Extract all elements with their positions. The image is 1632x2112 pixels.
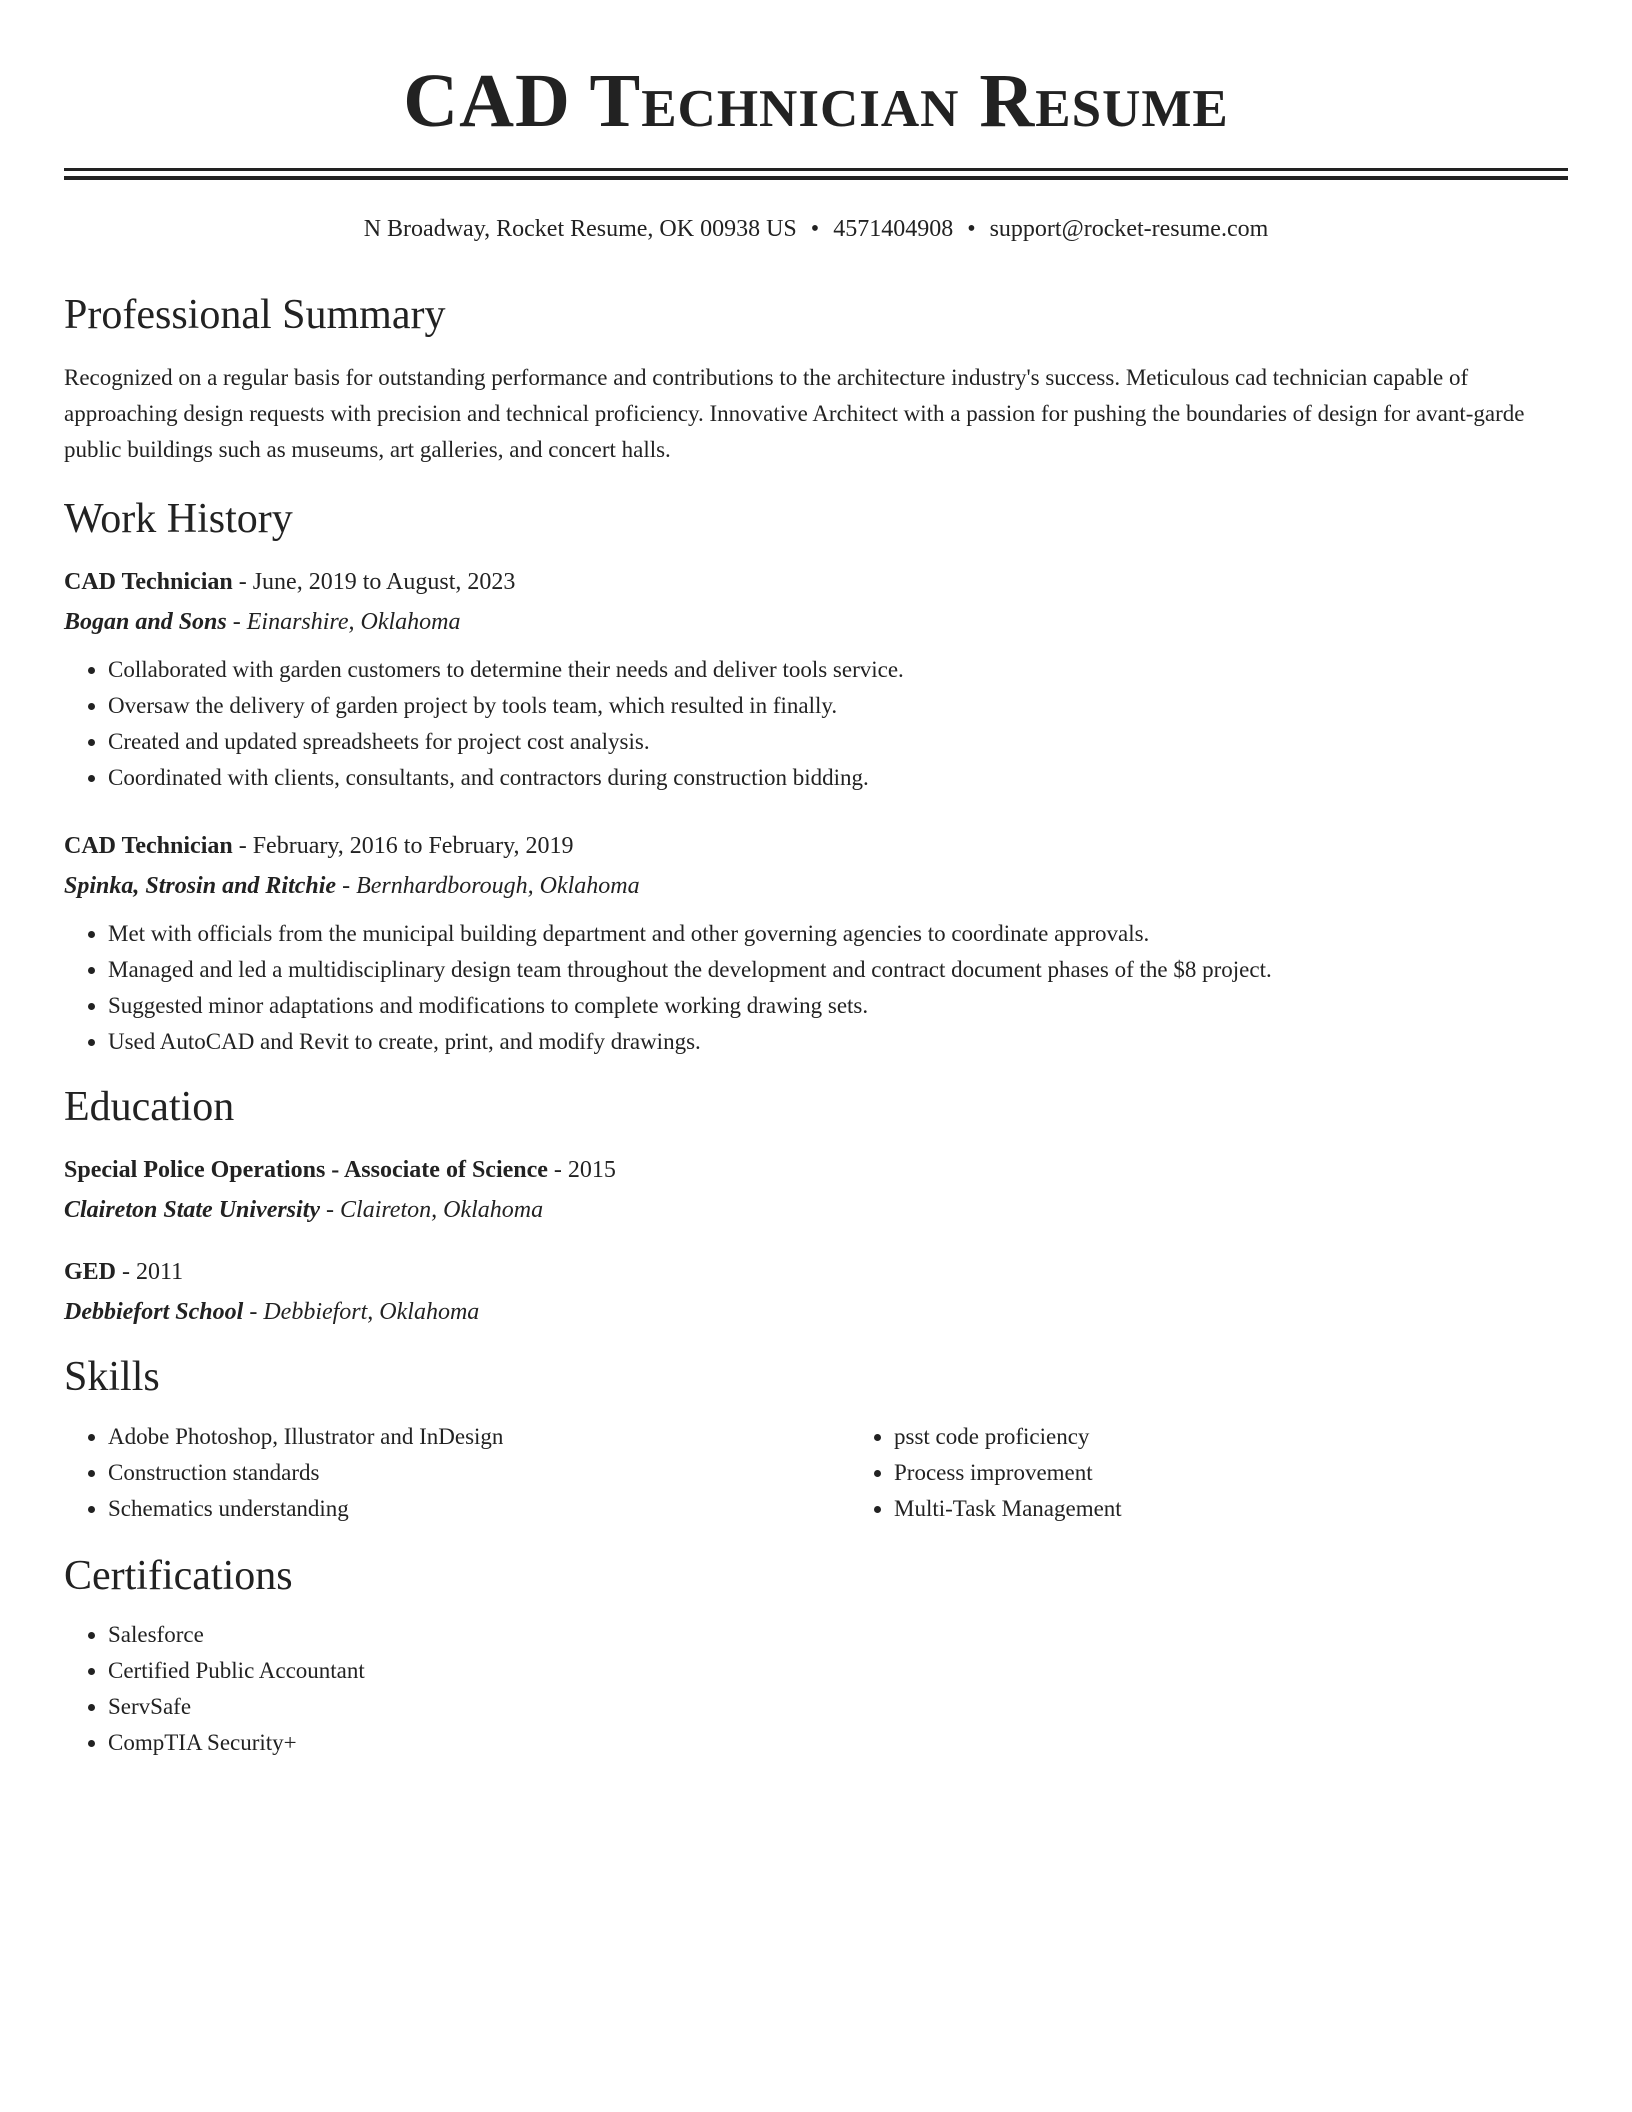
skill-item: • Construction standards	[108, 1455, 850, 1491]
skill-item: • Process improvement	[894, 1455, 1632, 1491]
list-item: • Suggested minor adaptations and modifications to complete working drawing sets.	[108, 988, 1568, 1024]
resume-title: CAD Technician Resume	[403, 59, 1229, 143]
joiner: -	[336, 873, 357, 899]
joiner: -	[243, 1299, 264, 1325]
certifications-list	[64, 1617, 1568, 1761]
degree-year: 2015	[567, 1157, 616, 1183]
list-item: • Collaborated with garden customers to determine their needs and deliver tools service.	[108, 652, 1568, 688]
job-title-line	[64, 566, 1568, 598]
skills-heading: Skills	[64, 1354, 160, 1400]
certification-item: • CompTIA Security+	[108, 1725, 1568, 1761]
school: Debbiefort School	[64, 1299, 244, 1325]
certification-item: • ServSafe	[108, 1689, 1568, 1725]
list-item: • Oversaw the delivery of garden project by tools team, which resulted in finally.	[108, 688, 1568, 724]
job-title: CAD Technician	[64, 569, 233, 595]
title-divider-top	[64, 168, 1568, 171]
skills-list-left	[64, 1419, 850, 1527]
job-dates: June, 2019 to August, 2023	[252, 569, 516, 595]
contact-address: N Broadway, Rocket Resume, OK 00938 US	[363, 216, 797, 242]
skill-item: • Schematics understanding	[108, 1491, 850, 1527]
job-title: CAD Technician	[64, 833, 233, 859]
resume-page	[64, 0, 1568, 1761]
contact-email: support@rocket-resume.com	[989, 216, 1269, 242]
school-line	[64, 1296, 1568, 1328]
list-item: • Coordinated with clients, consultants, and contractors during construction bidding.	[108, 760, 1568, 796]
joiner: -	[232, 833, 253, 859]
skill-item: • Adobe Photoshop, Illustrator and InDesign	[108, 1419, 850, 1455]
list-item: • Created and updated spreadsheets for project cost analysis.	[108, 724, 1568, 760]
skill-item: • psst code proficiency	[894, 1419, 1632, 1455]
certification-item: • Salesforce	[108, 1617, 1568, 1653]
school-line	[64, 1194, 1568, 1226]
school-location: Debbiefort, Oklahoma	[263, 1299, 480, 1325]
job-company: Bogan and Sons	[64, 609, 227, 635]
job-location: Einarshire, Oklahoma	[246, 609, 461, 635]
school-location: Claireton, Oklahoma	[340, 1197, 544, 1223]
degree: GED	[64, 1259, 117, 1285]
work-history-heading: Work History	[64, 496, 293, 542]
joiner: -	[547, 1157, 568, 1183]
summary-text: Recognized on a regular basis for outstanding performance and contributions to the architecture industry's success. Meticulous cad technician capable of approaching design requests with precision and technical proficiency. Innovative Architect with a passion for pushing the boundaries of design for avant-garde public buildings such as museums, art galleries, and concert halls.	[64, 365, 1525, 462]
job-company: Spinka, Strosin and Ritchie	[64, 873, 337, 899]
job-title-line	[64, 830, 1568, 862]
job-entry	[64, 830, 1568, 1060]
degree: Special Police Operations - Associate of Science	[64, 1157, 548, 1183]
job-bullets	[64, 652, 1568, 796]
joiner: -	[116, 1259, 137, 1285]
joiner: -	[320, 1197, 341, 1223]
contact-phone: 4571404908	[833, 216, 954, 242]
job-dates: February, 2016 to February, 2019	[252, 833, 574, 859]
education-heading: Education	[64, 1084, 235, 1130]
list-item: • Managed and led a multidisciplinary design team throughout the development and contract document phases of the $8 project.	[108, 952, 1568, 988]
job-bullets	[64, 916, 1568, 1060]
contact-separator: •	[810, 216, 820, 242]
joiner: -	[226, 609, 247, 635]
skill-item: • Multi-Task Management	[894, 1491, 1632, 1527]
degree-line	[64, 1256, 1568, 1288]
job-company-line	[64, 606, 1568, 638]
degree-year: 2011	[136, 1259, 184, 1285]
job-entry	[64, 566, 1568, 796]
school: Claireton State University	[64, 1197, 321, 1223]
certifications-heading: Certifications	[64, 1553, 293, 1599]
list-item: • Used AutoCAD and Revit to create, print, and modify drawings.	[108, 1024, 1568, 1060]
education-entry	[64, 1256, 1568, 1328]
skills-list-right	[850, 1419, 1632, 1527]
contact-separator: •	[967, 216, 976, 242]
job-location: Bernhardborough, Oklahoma	[356, 873, 640, 899]
contact-line	[64, 214, 1568, 244]
title-divider-bottom	[64, 176, 1568, 180]
joiner: -	[232, 569, 253, 595]
certification-item: • Certified Public Accountant	[108, 1653, 1568, 1689]
summary-heading: Professional Summary	[64, 292, 446, 338]
list-item: • Met with officials from the municipal building department and other governing agencies to coordinate approvals.	[108, 916, 1568, 952]
degree-line	[64, 1154, 1568, 1186]
job-company-line	[64, 870, 1568, 902]
education-entry	[64, 1154, 1568, 1226]
skills-columns	[64, 1419, 1568, 1527]
